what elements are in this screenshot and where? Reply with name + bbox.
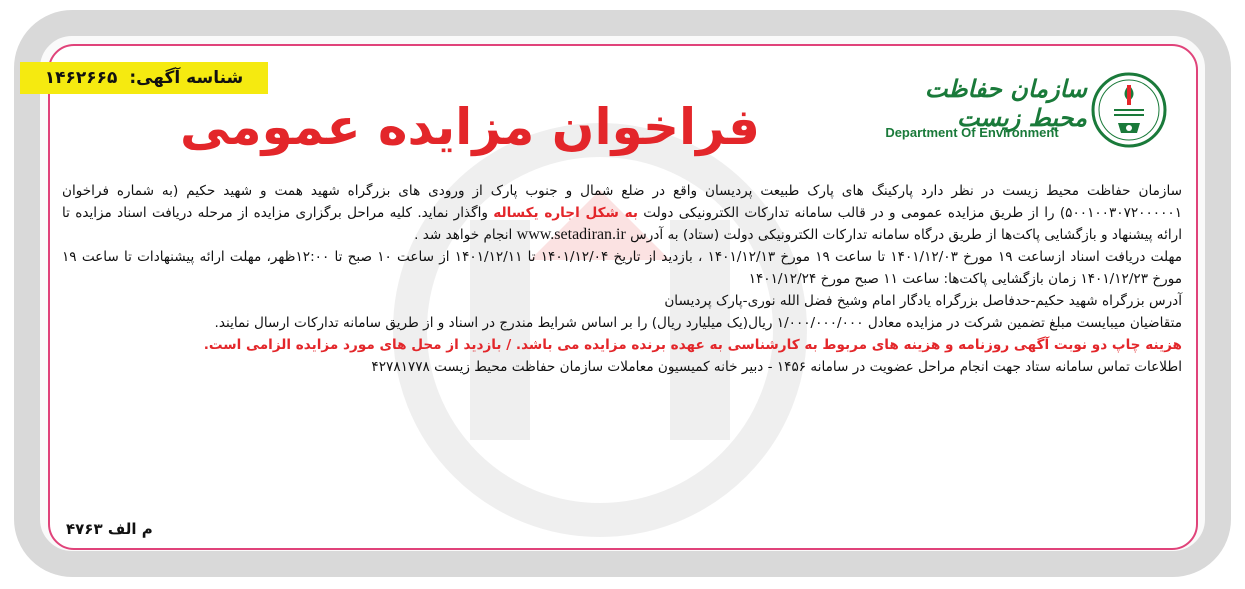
- ad-id-badge: [20, 62, 268, 94]
- logo-org-name-en: Department Of Environment: [885, 125, 1059, 140]
- paragraph-guarantee: متقاضیان میبایست مبلغ تضمین شرکت در مزایده معادل ۱/۰۰۰/۰۰۰/۰۰۰ ریال(یک میلیارد ریال) را بر اساس شرایط مندرج در اسناد و از طریق سامانه تدارکات ارسال نمایند.: [214, 315, 1182, 331]
- footer-code: م الف ۴۷۶۳: [66, 520, 153, 538]
- intro-text-c: انجام خواهد شد .: [414, 227, 513, 243]
- paragraph-costs-notice: هزینه چاپ دو نوبت آگهی روزنامه و هزینه های مربوط به کارشناسی به عهده برنده مزایده می باشد. / بازدید از محل های مورد مزایده الزامی است.: [203, 337, 1182, 353]
- intro-text-b: واگذار نماید. کلیه مراحل برگزاری مزایده از مرحله دریافت اسناد مزایده تا ارائه پیشنهاد و بازگشایی پاکت‌ها از طریق درگاه سامانه تدارکات الکترونیکی دولت (ستاد) به آدرس: [62, 205, 1182, 243]
- logo-org-name-fa: سازمان حفاظت محیط زیست: [924, 74, 1087, 132]
- setad-url-link[interactable]: www.setadiran.ir: [516, 226, 626, 243]
- ad-id-number: ۱۴۶۲۶۶۵: [44, 68, 118, 88]
- paragraph-intro: [62, 180, 1182, 246]
- intro-text-a: سازمان حفاظت محیط زیست در نظر دارد پارکینگ های پارک طبیعت پردیسان واقع در ضلع شمال و جنوب پارک از ورودی های بزرگراه شهید همت و شهید حکیم (به شماره فراخوان ۵۰۰۱۰۰۳۰۷۲۰۰۰۰۰۱) را از طریق مزایده عمومی و در قالب سامانه تدارکات الکترونیکی دولت: [62, 183, 1182, 221]
- doe-emblem-icon: [1090, 71, 1168, 149]
- intro-highlight: به شکل اجاره یکساله: [493, 205, 638, 221]
- paragraph-contact: اطلاعات تماس سامانه ستاد جهت انجام مراحل عضویت در سامانه ۱۴۵۶ - دبیر خانه کمیسیون معاملات سازمان حفاظت محیط زیست ۴۲۷۸۱۷۷۸: [371, 359, 1182, 375]
- paragraph-address: آدرس بزرگراه شهید حکیم-حدفاصل بزرگراه یادگار امام وشیخ فضل الله نوری-پارک پردیسان: [664, 293, 1182, 309]
- ad-id-label: شناسه آگهی:: [129, 68, 244, 88]
- paragraph-deadlines: مهلت دریافت اسناد ازساعت ۱۹ مورخ ۱۴۰۱/۱۲/۰۳ تا ساعت ۱۹ مورخ ۱۴۰۱/۱۲/۱۳ ، بازدید از تاریخ ۱۴۰۱/۱۲/۰۴ تا ۱۴۰۱/۱۲/۱۱ از ساعت ۱۰ صبح تا ۱۲:۰۰ظهر، مهلت ارائه پیشنهادات تا ساعت ۱۹ مورخ ۱۴۰۱/۱۲/۲۳ زمان بازگشایی پاکت‌ها: ساعت ۱۱ صبح مورخ ۱۴۰۱/۱۲/۲۴: [62, 249, 1182, 287]
- ad-body: [62, 180, 1182, 378]
- page-title: فراخوان مزایده عمومی: [180, 98, 760, 156]
